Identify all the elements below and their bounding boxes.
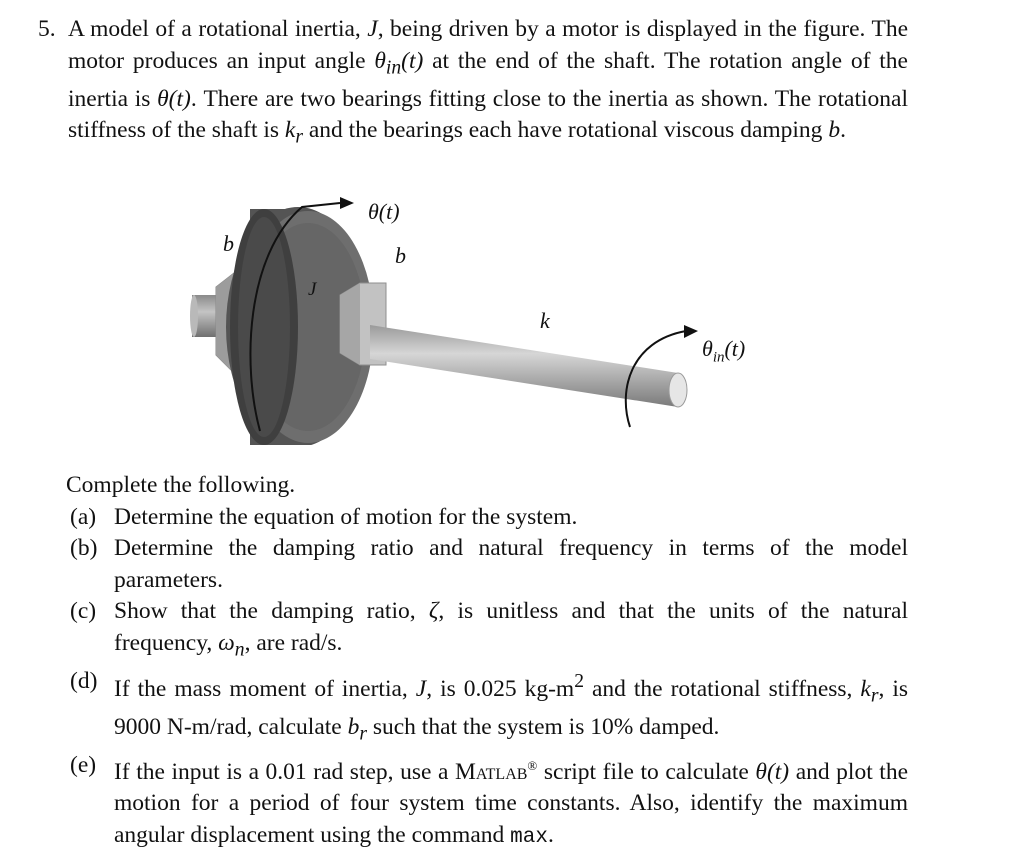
problem-statement [38, 14, 908, 153]
parts-list [66, 502, 908, 853]
figure-drawing [190, 195, 790, 445]
shaft [370, 325, 678, 407]
theta-arrowhead [340, 197, 354, 209]
inertia-shaft-figure [190, 195, 790, 445]
parts-header: Complete the following. [66, 470, 908, 502]
inertia-label: J [308, 279, 316, 301]
stiffness-label: k [540, 308, 550, 334]
theta-in-arrowhead [684, 325, 698, 338]
theta-in-label: $\theta_{in}(t)$ [702, 336, 745, 366]
question-parts [66, 470, 908, 853]
part-d: (d) If the mass moment of inertia, J, is 0.025 $kg-m^2$ and the rotational stiffness, $k_r$, is 9000 N-m/rad, calculate $b_r$ such that the system is 10% damped. [66, 666, 908, 750]
problem-intro: A model of a rotational inertia, J, being driven by a motor is displayed in the figure. The motor produces an input angle $\theta_{in}(t)$ at the end of the shaft. The rotation angle of the inertia is θ(t). There are two bearings fitting close to the inertia as shown. The rotational stiffness of the shaft is $k_r$ and the bearings each have rotational viscous damping b. [68, 14, 908, 153]
part-a: (a) Determine the equation of motion for the system. [66, 502, 908, 534]
damping-left-label: b [223, 231, 234, 257]
damping-right-label: b [395, 243, 406, 269]
problem-number: 5. [38, 14, 56, 46]
max-command: max [510, 826, 548, 849]
part-e: (e) If the input is a 0.01 rad step, use a Matlab® script file to calculate θ(t) and plot the motion for a period of four system time constants. Also, identify the maximum angular displacement using the command max. [66, 750, 908, 853]
part-b: (b) Determine the damping ratio and natural frequency in terms of the model parameters. [66, 533, 908, 596]
theta-t-label: θ(t) [368, 199, 400, 225]
part-c: (c) Show that the damping ratio, ζ, is unitless and that the units of the natural frequency, $\omega_n$, are rad/s. [66, 596, 908, 666]
